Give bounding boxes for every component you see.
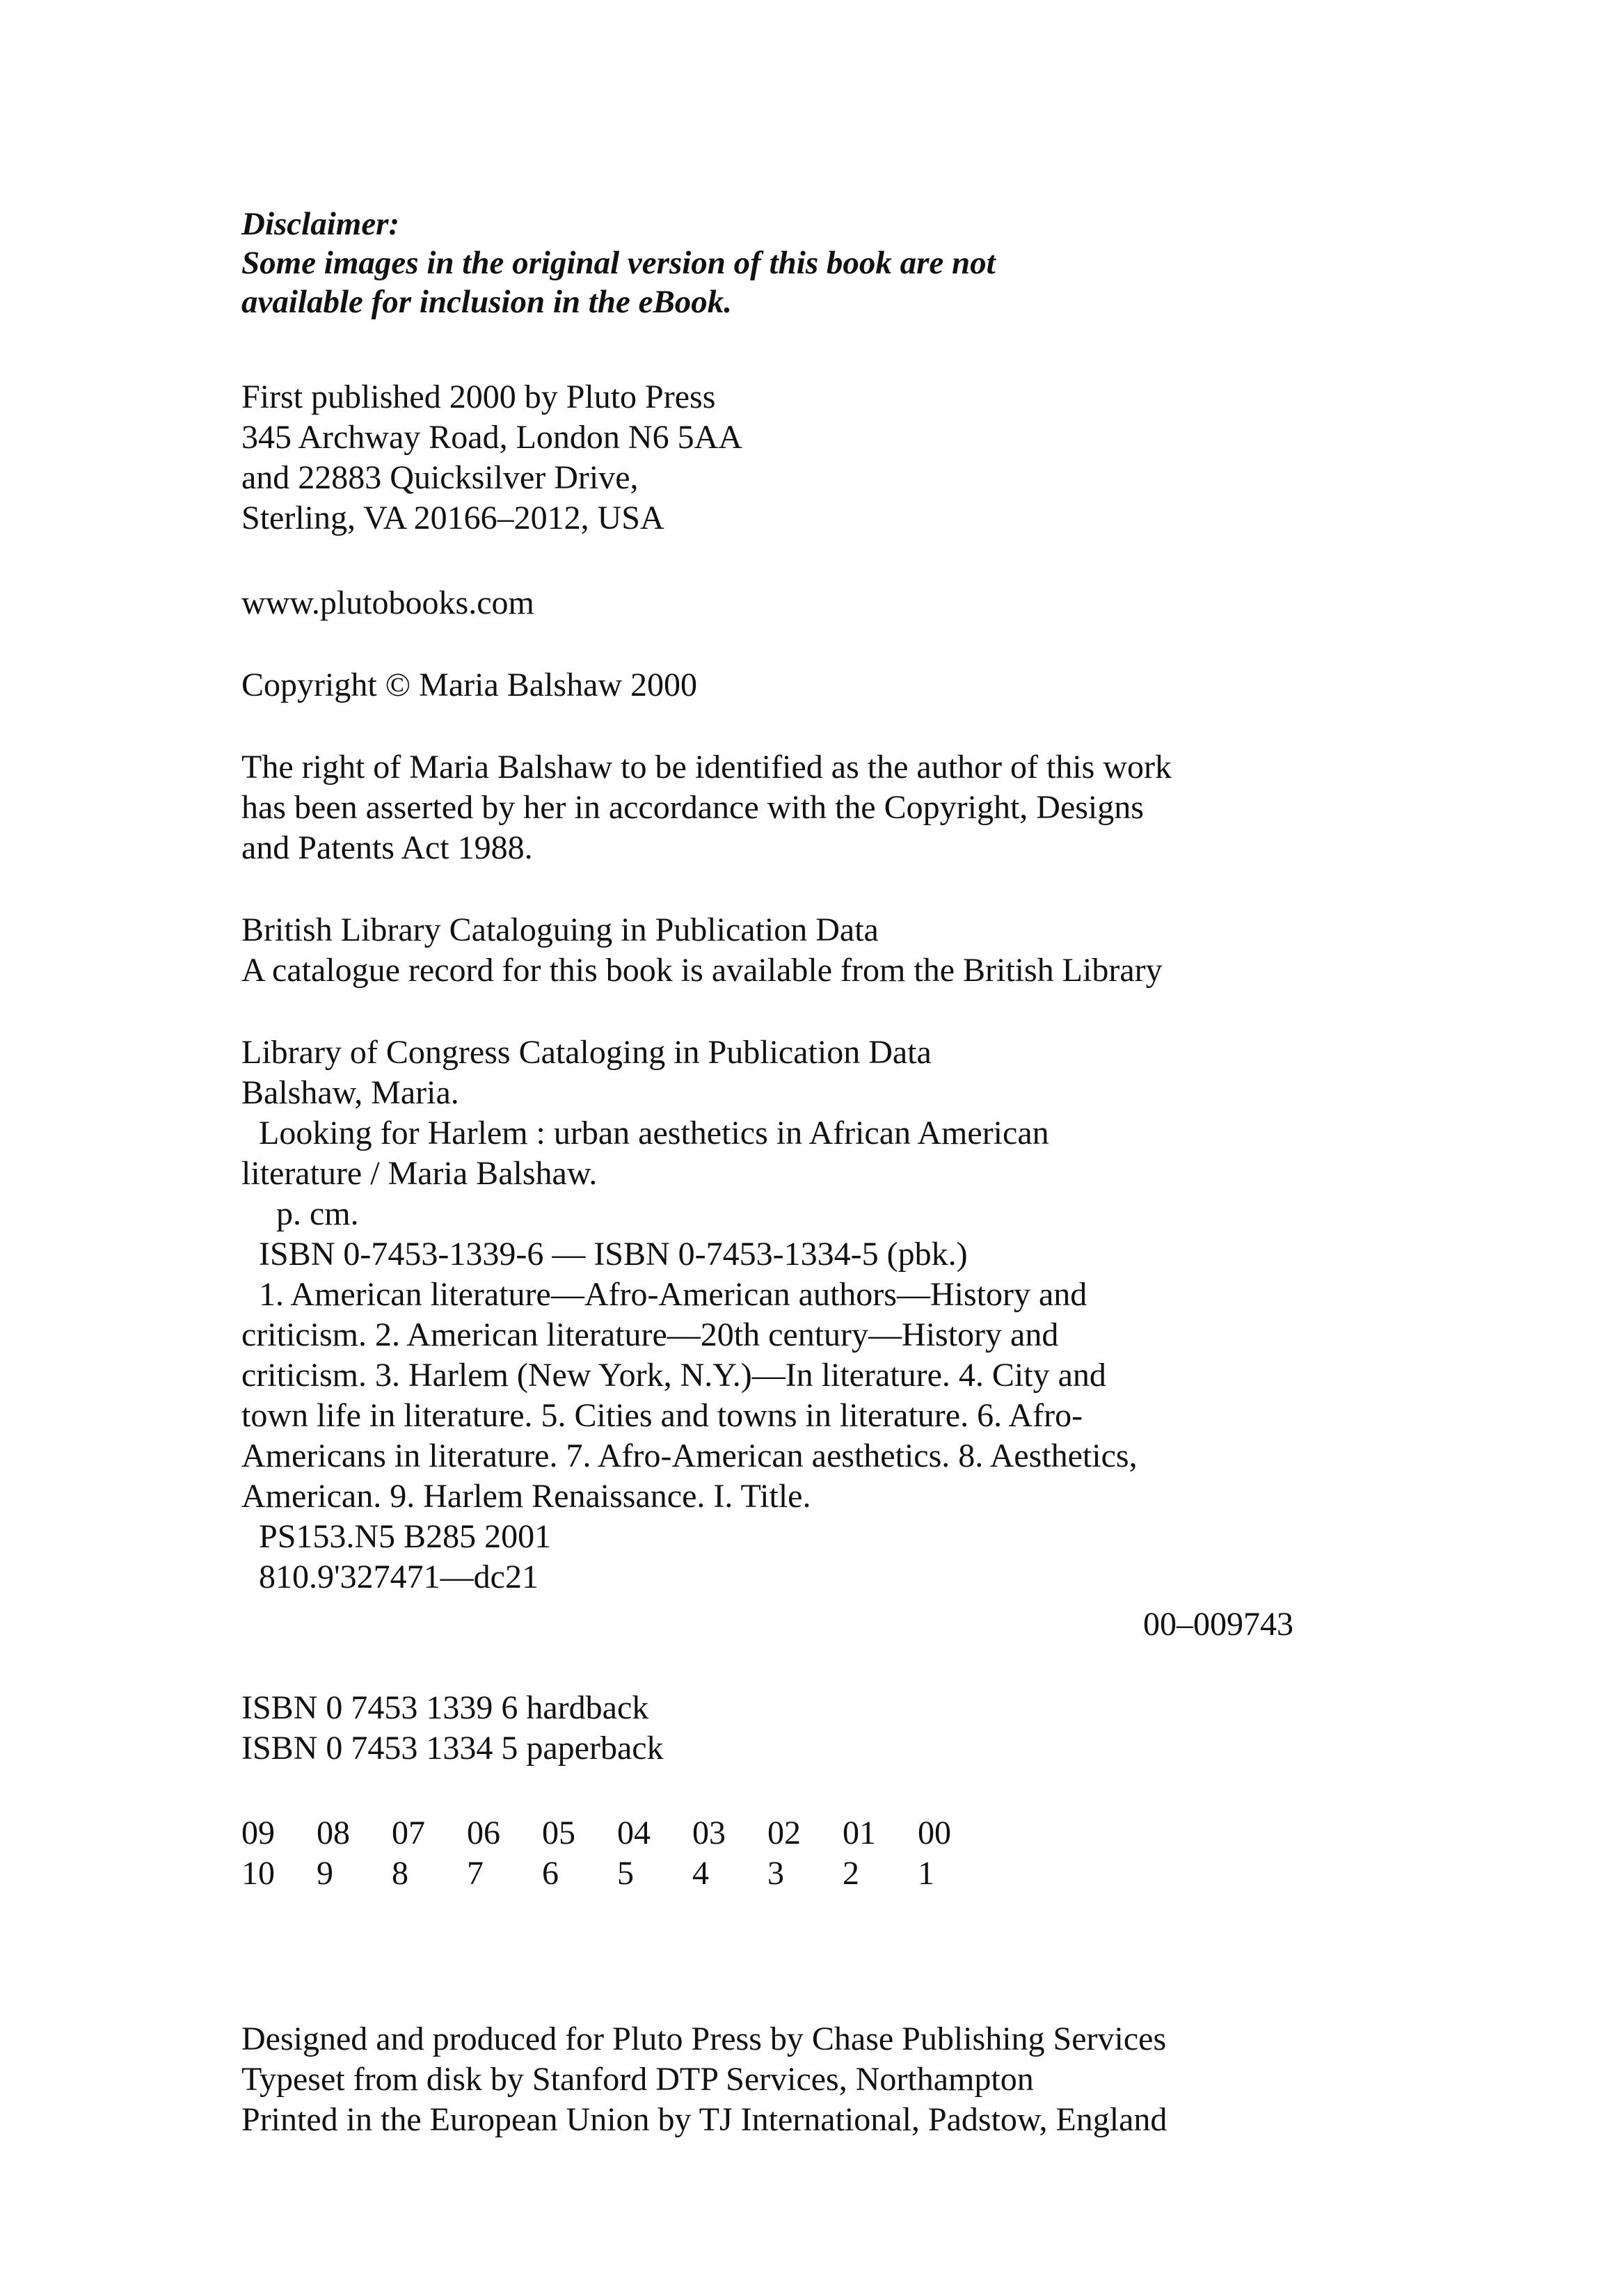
rights-line-1: The right of Maria Balshaw to be identified as the author of this work <box>241 749 1172 786</box>
print-year: 00 <box>918 1815 951 1851</box>
loc-line-1: Library of Congress Cataloging in Publication Data <box>241 1034 932 1071</box>
publisher-line-4: Sterling, VA 20166–2012, USA <box>241 500 664 536</box>
copyright-notice <box>241 665 1299 705</box>
print-year: 05 <box>542 1815 575 1851</box>
print-impression: 9 <box>317 1855 333 1892</box>
print-run-years <box>241 1813 993 1853</box>
print-impression: 7 <box>467 1855 484 1892</box>
moral-rights <box>241 747 1299 868</box>
disclaimer-line-1: Some images in the original version of this book are not <box>241 245 996 281</box>
print-impression: 3 <box>767 1855 784 1892</box>
copyright-text: Copyright © Maria Balshaw 2000 <box>241 667 698 703</box>
production-line-3: Printed in the European Union by TJ International, Padstow, England <box>241 2101 1167 2138</box>
library-of-congress-data <box>241 1033 1299 1597</box>
publisher-info <box>241 377 1299 539</box>
disclaimer-heading: Disclaimer: <box>241 206 400 242</box>
loc-line-14: 810.9'327471—dc21 <box>259 1558 539 1595</box>
disclaimer-line-2: available for inclusion in the eBook. <box>241 284 733 320</box>
print-year: 03 <box>692 1815 726 1851</box>
isbn-hardback: ISBN 0 7453 1339 6 hardback <box>241 1689 649 1726</box>
print-year: 07 <box>392 1815 425 1851</box>
print-run-impressions <box>241 1853 993 1894</box>
isbn-list <box>241 1688 1299 1769</box>
print-impression: 10 <box>241 1855 275 1892</box>
loc-line-11: Americans in literature. 7. Afro-American aesthetics. 8. Aesthetics, <box>241 1437 1138 1474</box>
loc-line-5: p. cm. <box>276 1195 359 1232</box>
loc-line-9: criticism. 3. Harlem (New York, N.Y.)—In literature. 4. City and <box>241 1357 1106 1394</box>
print-impression: 1 <box>918 1855 934 1892</box>
print-year: 08 <box>317 1815 350 1851</box>
production-line-1: Designed and produced for Pluto Press by Chase Publishing Services <box>241 2020 1167 2057</box>
print-impression: 8 <box>392 1855 408 1892</box>
website <box>241 583 1299 623</box>
print-impression: 5 <box>617 1855 634 1892</box>
british-library-line-1: British Library Cataloguing in Publication Data <box>241 911 879 948</box>
rights-line-2: has been asserted by her in accordance with the Copyright, Designs <box>241 789 1144 826</box>
loc-line-12: American. 9. Harlem Renaissance. I. Title. <box>241 1478 811 1515</box>
disclaimer <box>241 205 1299 321</box>
loc-line-2: Balshaw, Maria. <box>241 1074 459 1111</box>
loc-line-3: Looking for Harlem : urban aesthetics in African American <box>259 1115 1049 1151</box>
print-year: 01 <box>843 1815 876 1851</box>
production-line-2: Typeset from disk by Stanford DTP Services, Northampton <box>241 2061 1034 2098</box>
isbn-paperback: ISBN 0 7453 1334 5 paperback <box>241 1730 664 1767</box>
website-url: www.plutobooks.com <box>241 584 534 621</box>
print-impression: 4 <box>692 1855 709 1892</box>
loc-line-6: ISBN 0-7453-1339-6 — ISBN 0-7453-1334-5 (pbk.) <box>259 1236 968 1273</box>
loc-line-10: town life in literature. 5. Cities and towns in literature. 6. Afro- <box>241 1397 1083 1434</box>
publisher-line-3: and 22883 Quicksilver Drive, <box>241 459 639 496</box>
print-impression: 6 <box>542 1855 559 1892</box>
loc-line-7: 1. American literature—Afro-American authors—History and <box>259 1276 1087 1313</box>
british-library-line-2: A catalogue record for this book is available from the British Library <box>241 952 1163 989</box>
loc-line-8: criticism. 2. American literature—20th century—History and <box>241 1316 1059 1353</box>
loc-control-number: 00–009743 <box>1143 1606 1293 1643</box>
british-library-data <box>241 910 1299 991</box>
rights-line-3: and Patents Act 1988. <box>241 829 533 866</box>
publisher-line-1: First published 2000 by Pluto Press <box>241 378 716 415</box>
loc-line-4: literature / Maria Balshaw. <box>241 1155 598 1192</box>
publisher-line-2: 345 Archway Road, London N6 5AA <box>241 419 742 456</box>
production-credits <box>241 2019 1299 2140</box>
print-year: 09 <box>241 1815 275 1851</box>
print-year: 02 <box>767 1815 801 1851</box>
loc-line-13: PS153.N5 B285 2001 <box>259 1518 552 1555</box>
print-year: 06 <box>467 1815 500 1851</box>
print-impression: 2 <box>843 1855 859 1892</box>
print-year: 04 <box>617 1815 651 1851</box>
